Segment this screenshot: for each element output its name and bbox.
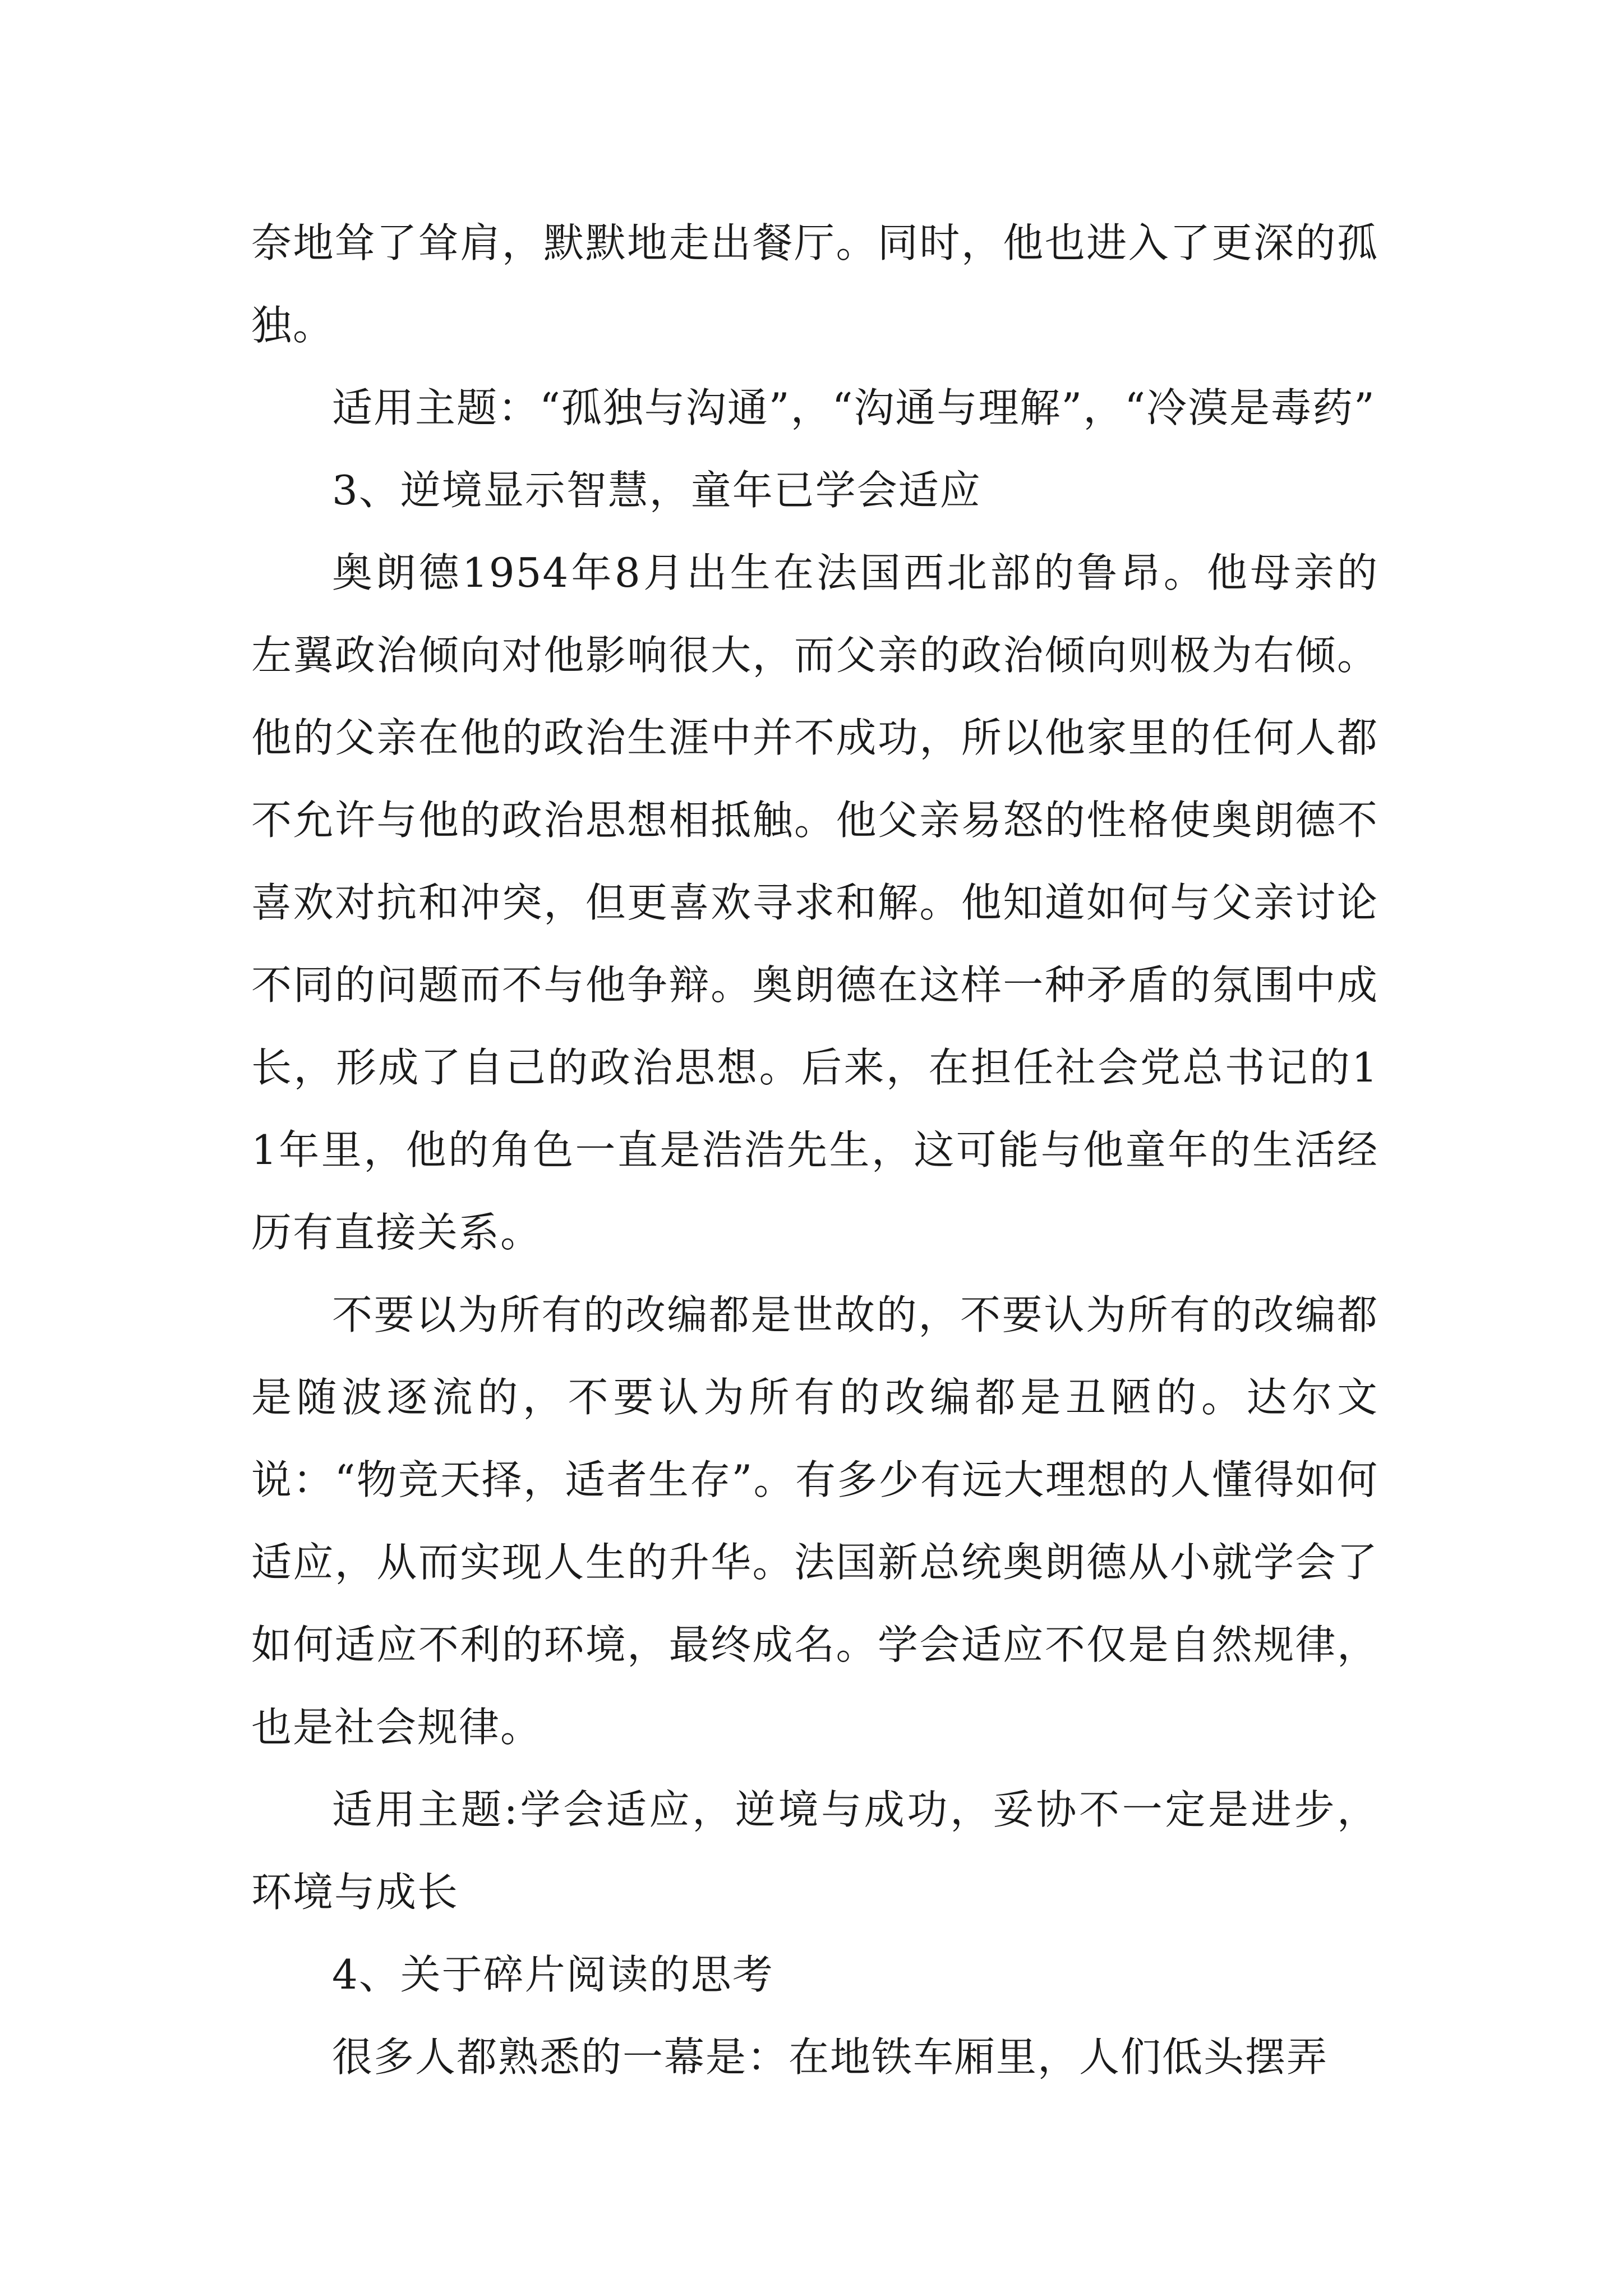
section-heading-3: 3、逆境显示智慧，童年已学会适应 xyxy=(332,467,981,514)
document-page xyxy=(251,202,1378,2099)
paragraph-fragment-reading: 很多人都熟悉的一幕是：在地铁车厢里，人们低头摆弄 xyxy=(332,2033,1329,2081)
paragraph-applicable-themes-1: 适用主题：“孤独与沟通”，“沟通与理解”，“冷漠是毒药” xyxy=(332,384,1376,431)
paragraph-hollande-childhood: 奥朗德1954年8月出生在法国西北部的鲁昂。他母亲的左翼政治倾向对他影响很大，而父亲的政治倾向则极为右倾。他的父亲在他的政治生涯中并不成功，所以他家里的任何人都不允许与他的政治思想相抵触。他父亲易怒的性格使奥朗德不喜欢对抗和冲突，但更喜欢寻求和解。他知道如何与父亲讨论不同的问题而不与他争辩。奥朗德在这样一种矛盾的氛围中成长，形成了自己的政治思想。后来，在担任社会党总书记的11年里，他的角色一直是浩浩先生，这可能与他童年的生活经历有直接关系。 xyxy=(251,549,1378,1256)
section-heading-4: 4、关于碎片阅读的思考 xyxy=(332,1951,774,1998)
paragraph-applicable-themes-2: 适用主题:学会适应，逆境与成功，妥协不一定是进步，环境与成长 xyxy=(251,1786,1378,1916)
paragraph-adaptation: 不要以为所有的改编都是世故的，不要认为所有的改编都是随波逐流的，不要认为所有的改编都是丑陋的。达尔文说：“物竞天择，适者生存”。有多少有远大理想的人懂得如何适应，从而实现人生的升华。法国新总统奥朗德从小就学会了如何适应不利的环境，最终成名。学会适应不仅是自然规律，也是社会规律。 xyxy=(251,1291,1378,1751)
paragraph-continuation: 奈地耸了耸肩，默默地走出餐厅。同时，他也进入了更深的孤独。 xyxy=(251,219,1378,349)
